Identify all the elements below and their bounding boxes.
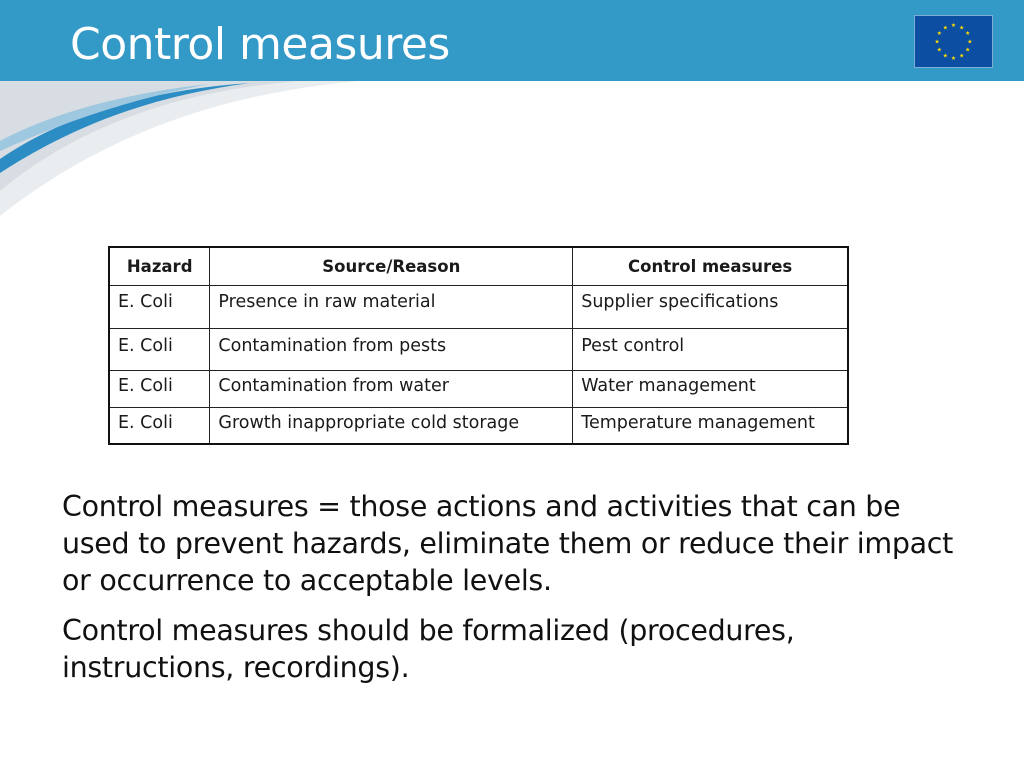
column-header-control: Control measures: [573, 247, 848, 285]
control-cell: Temperature management: [573, 407, 848, 444]
table-header-row: [109, 247, 848, 285]
eu-star-icon: ★: [942, 53, 948, 60]
table-row: [109, 407, 848, 444]
hazard-cell: E. Coli: [109, 285, 210, 328]
control-cell: Pest control: [573, 328, 848, 370]
eu-flag-icon: [914, 15, 993, 68]
formalization-paragraph: Control measures should be formalized (procedures, instructions, recordings).: [62, 614, 795, 684]
eu-star-icon: ★: [950, 55, 957, 62]
source-cell: Contamination from water: [210, 370, 573, 407]
eu-star-icon: ★: [934, 39, 940, 46]
eu-star-icon: ★: [965, 31, 971, 38]
slide-title: Control measures: [70, 19, 450, 70]
column-header-source: Source/Reason: [210, 247, 573, 285]
eu-star-icon: ★: [967, 39, 973, 46]
definition-paragraph: Control measures = those actions and activities that can be used to prevent hazards, eliminate them or reduce their impact or occurrence to acceptable levels.: [62, 490, 954, 597]
hazard-cell: E. Coli: [109, 407, 210, 444]
source-cell: Contamination from pests: [210, 328, 573, 370]
hazard-cell: E. Coli: [109, 370, 210, 407]
table-row: [109, 370, 848, 407]
eu-flag-graphic: [915, 16, 992, 67]
eu-star-icon: ★: [959, 25, 965, 32]
body-text: [62, 488, 962, 699]
slide-header: [0, 0, 1024, 81]
source-cell: Presence in raw material: [210, 285, 573, 328]
source-cell: Growth inappropriate cold storage: [210, 407, 573, 444]
eu-star-icon: ★: [959, 53, 965, 60]
column-header-hazard: Hazard: [109, 247, 210, 285]
eu-star-icon: ★: [936, 47, 942, 54]
eu-star-icon: ★: [965, 47, 971, 54]
control-cell: Water management: [573, 370, 848, 407]
control-cell: Supplier specifications: [573, 285, 848, 328]
hazard-cell: E. Coli: [109, 328, 210, 370]
table-row: [109, 285, 848, 328]
decorative-swoosh: [0, 81, 360, 231]
control-measures-table: [108, 246, 849, 445]
eu-star-icon: ★: [936, 31, 942, 38]
eu-star-icon: ★: [950, 23, 957, 30]
eu-star-icon: ★: [942, 25, 948, 32]
table-row: [109, 328, 848, 370]
